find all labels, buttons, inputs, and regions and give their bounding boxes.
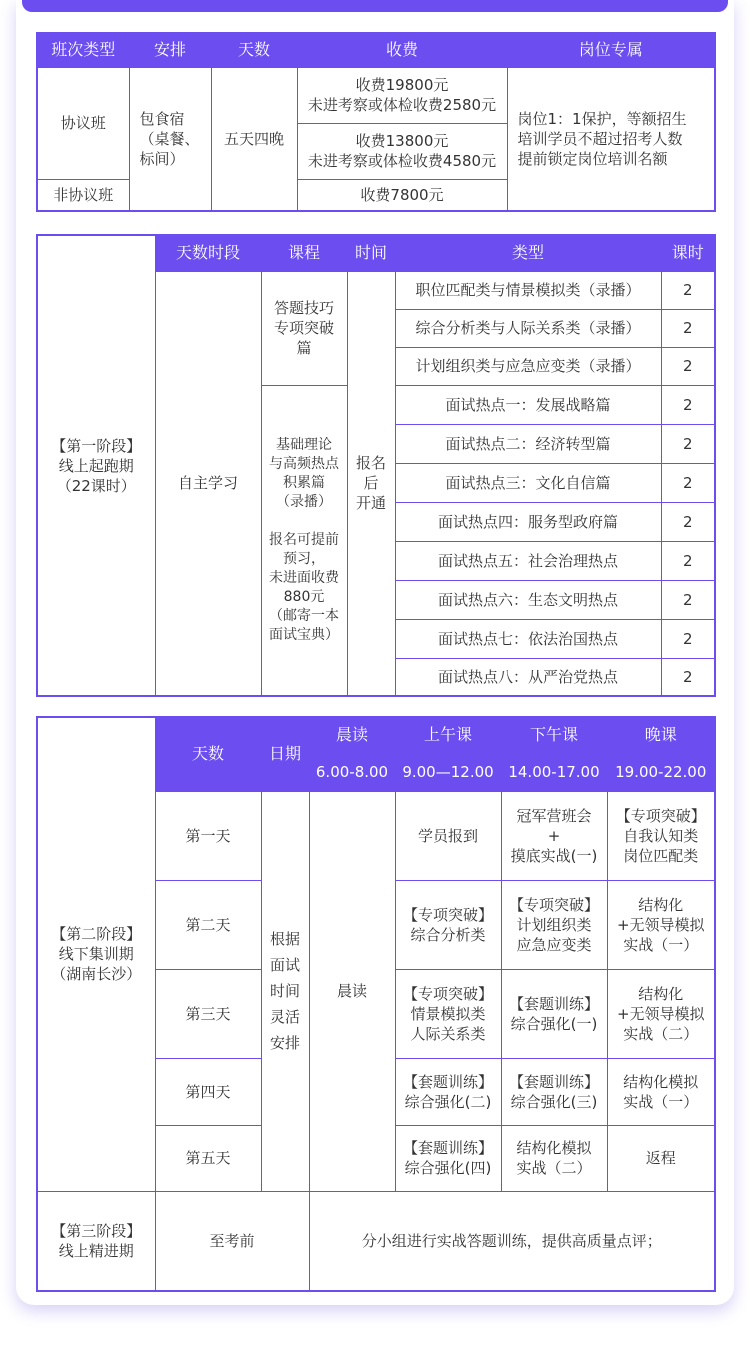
header-fee: 收费 <box>297 33 507 67</box>
type-row: 计划组织类与应急应变类（录播） <box>395 347 661 385</box>
type-row: 面试热点四：服务型政府篇 <box>395 502 661 541</box>
type-non-agreement: 非协议班 <box>37 179 129 211</box>
course-theory: 基础理论 与高频热点 积累篇 （录播） 报名可提前 预习， 未进面收费 880元 （邮寄一本 面试宝典） <box>261 385 347 696</box>
header-pm-class: 下午课 <box>501 717 607 753</box>
hours-cell: 2 <box>661 271 715 309</box>
hours-cell: 2 <box>661 502 715 541</box>
am-class-cell: 【套题训练】 综合强化(二) <box>395 1058 501 1125</box>
header-hours: 课时 <box>661 235 715 271</box>
hours-cell: 2 <box>661 424 715 463</box>
evening-class-cell: 结构化 +无领导模拟 实战（二） <box>607 969 715 1058</box>
arrangement-cell: 包食宿 （桌餐、 标间） <box>129 67 211 211</box>
hours-cell: 2 <box>661 619 715 658</box>
hours-cell: 2 <box>661 347 715 385</box>
stage1-table <box>36 234 716 697</box>
type-row: 职位匹配类与情景模拟类（录播） <box>395 271 661 309</box>
header-evening-class: 晚课 <box>607 717 715 753</box>
day-label: 第四天 <box>155 1058 261 1125</box>
stage3-description: 分小组进行实战答题训练，提供高质量点评； <box>309 1191 715 1291</box>
morning-reading-cell: 晨读 <box>309 791 395 1191</box>
open-time-cell: 报名 后 开通 <box>347 271 395 696</box>
time-pm: 14.00-17.00 <box>501 753 607 791</box>
header-date: 日期 <box>261 717 309 791</box>
hours-cell: 2 <box>661 463 715 502</box>
hours-cell: 2 <box>661 309 715 347</box>
header-course: 课程 <box>261 235 347 271</box>
evening-class-cell: 返程 <box>607 1125 715 1191</box>
am-class-cell: 学员报到 <box>395 791 501 880</box>
header-class-type: 班次类型 <box>37 33 129 67</box>
header-days: 天数 <box>211 33 297 67</box>
pm-class-cell: 冠军营班会 + 摸底实战(一) <box>501 791 607 880</box>
day-label: 第五天 <box>155 1125 261 1191</box>
hours-cell: 2 <box>661 385 715 424</box>
time-evening: 19.00-22.00 <box>607 753 715 791</box>
hours-cell: 2 <box>661 658 715 696</box>
type-row: 面试热点五：社会治理热点 <box>395 541 661 580</box>
day-label: 第三天 <box>155 969 261 1058</box>
header-period: 天数时段 <box>155 235 261 271</box>
type-row: 综合分析类与人际关系类（录播） <box>395 309 661 347</box>
hours-cell: 2 <box>661 580 715 619</box>
am-class-cell: 【套题训练】 综合强化(四) <box>395 1125 501 1191</box>
fee-option-1: 收费19800元 未进考察或体检收费2580元 <box>297 67 507 123</box>
stage1-label: 【第一阶段】 线上起跑期 （22课时） <box>37 235 155 696</box>
time-morning: 6.00-8.00 <box>309 753 395 791</box>
header-arrangement: 安排 <box>129 33 211 67</box>
type-agreement: 协议班 <box>37 67 129 179</box>
hours-cell: 2 <box>661 541 715 580</box>
stage3-time-cell: 至考前 <box>155 1191 309 1291</box>
evening-class-cell: 【专项突破】 自我认知类 岗位匹配类 <box>607 791 715 880</box>
days-cell: 五天四晚 <box>211 67 297 211</box>
stage3-label: 【第三阶段】 线上精进期 <box>37 1191 155 1291</box>
pm-class-cell: 【专项突破】 计划组织类 应急应变类 <box>501 880 607 969</box>
type-row: 面试热点二：经济转型篇 <box>395 424 661 463</box>
self-study-cell: 自主学习 <box>155 271 261 696</box>
fee-option-2: 收费13800元 未进考察或体检收费4580元 <box>297 123 507 179</box>
header-morning-reading: 晨读 <box>309 717 395 753</box>
type-row: 面试热点六：生态文明热点 <box>395 580 661 619</box>
am-class-cell: 【专项突破】 情景模拟类 人际关系类 <box>395 969 501 1058</box>
class-type-table <box>36 32 716 212</box>
time-am: 9.00—12.00 <box>395 753 501 791</box>
type-row: 面试热点七：依法治国热点 <box>395 619 661 658</box>
type-row: 面试热点一：发展战略篇 <box>395 385 661 424</box>
header-exclusive: 岗位专属 <box>507 33 715 67</box>
evening-class-cell: 结构化模拟 实战（一） <box>607 1058 715 1125</box>
fee-option-3: 收费7800元 <box>297 179 507 211</box>
date-note-cell: 根据 面试 时间 灵活 安排 <box>261 791 309 1191</box>
pm-class-cell: 结构化模拟 实战（二） <box>501 1125 607 1191</box>
top-accent-bar <box>22 0 728 12</box>
day-label: 第一天 <box>155 791 261 880</box>
type-row: 面试热点三：文化自信篇 <box>395 463 661 502</box>
pm-class-cell: 【套题训练】 综合强化(三) <box>501 1058 607 1125</box>
stage2-label: 【第二阶段】 线下集训期 （湖南长沙） <box>37 717 155 1191</box>
am-class-cell: 【专项突破】 综合分析类 <box>395 880 501 969</box>
day-label: 第二天 <box>155 880 261 969</box>
header-am-class: 上午课 <box>395 717 501 753</box>
evening-class-cell: 结构化 +无领导模拟 实战（一） <box>607 880 715 969</box>
exclusive-cell: 岗位1：1保护，等额招生 培训学员不超过招考人数 提前锁定岗位培训名额 <box>507 67 715 211</box>
header-time: 时间 <box>347 235 395 271</box>
type-row: 面试热点八：从严治党热点 <box>395 658 661 696</box>
stage2-stage3-table <box>36 716 716 1292</box>
header-days: 天数 <box>155 717 261 791</box>
header-type: 类型 <box>395 235 661 271</box>
pm-class-cell: 【套题训练】 综合强化(一) <box>501 969 607 1058</box>
course-techniques: 答题技巧 专项突破 篇 <box>261 271 347 385</box>
